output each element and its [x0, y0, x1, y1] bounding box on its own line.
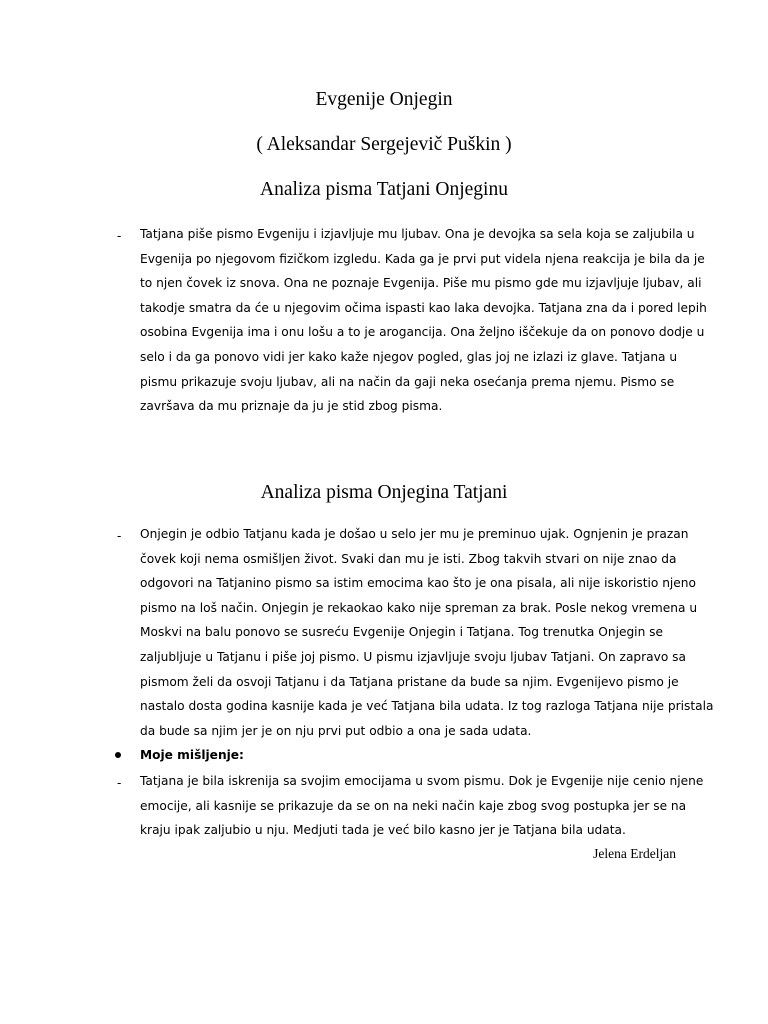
opinion-list-marker: -	[117, 775, 122, 790]
section1-list-marker: -	[117, 228, 122, 243]
section2-list-marker: -	[117, 528, 122, 543]
document-title: Evgenije Onjegin	[315, 89, 453, 110]
section1-line: selo i da ga ponovo vidi jer kako kaže njegov pogled, glas joj ne izlazi iz glave. Tatjana u	[140, 349, 678, 364]
section1-line: osobina Evgenija ima i onu lošu a to je arogancija. Ona željno iščekuje da on ponovo dodje u	[140, 325, 705, 340]
section2-line: odgovori na Tatjanino pismo sa istim emocima kao što je ona pisala, ali nije iskoristio njeno	[140, 576, 696, 591]
section1-heading: Analiza pisma Tatjani Onjeginu	[260, 179, 508, 200]
section2-line: zaljubljuje u Tatjanu i piše joj pismo. U pismu izjavljuje svoju ljubav Tatjani. On zapravo sa	[140, 649, 686, 664]
opinion-paragraph	[140, 769, 704, 843]
section2-line: Moskvi na balu ponovo se susreću Evgenije Onjegin i Tatjana. Tog trenutka Onjegin se	[140, 625, 664, 640]
opinion-line: emocije, ali kasnije se prikazuje da se on na neki način kaje zbog svog postupka jer se na	[140, 798, 687, 813]
section2-paragraph	[140, 522, 714, 743]
section1-line: završava da mu priznaje da ju je stid zbog pisma.	[140, 399, 443, 414]
section1-line: to njen čovek iz snova. Ona ne poznaje Evgenija. Piše mu pismo gde mu izjavljuje ljubav, ali	[140, 276, 702, 291]
section1-line: pismu prikazuje svoju ljubav, ali na način da gaji neka osećanja prema njemu. Pismo se	[140, 374, 675, 389]
section2-heading: Analiza pisma Onjegina Tatjani	[260, 482, 508, 503]
opinion-line: kraju ipak zaljubio u nju. Medjuti tada je već bilo kasno jer je Tatjana bila udata.	[140, 823, 626, 838]
opinion-bullet-icon	[115, 752, 121, 758]
section2-line: pismo na loš način. Onjegin je rekaokao kako nije spreman za brak. Posle nekog vremena u	[140, 600, 698, 615]
opinion-label: Moje mišljenje:	[140, 748, 244, 762]
section2-line: pismom želi da osvoji Tatjanu i da Tatjana pristane da bude sa njim. Evgenijevo pismo je	[140, 674, 679, 689]
section1-line: Tatjana piše pismo Evgeniju i izjavljuje mu ljubav. Ona je devojka sa sela koja se zaljubila u	[140, 227, 695, 241]
opinion-line: Tatjana je bila iskrenija sa svojim emocijama u svom pismu. Dok je Evgenije nije cenio njene	[140, 774, 704, 788]
section2-line: nastalo dosta godina kasnije kada je već Tatjana bila udata. Iz tog razloga Tatjana nije pristala	[140, 699, 714, 714]
author-signature: Jelena Erdeljan	[593, 846, 676, 861]
section2-line: Onjegin je odbio Tatjanu kada je došao u selo jer mu je preminuo ujak. Ognjenin je prazan	[140, 527, 689, 541]
section2-line: da bude sa njim jer je on nju prvi put odbio a ona je sada udata.	[140, 723, 532, 738]
section1-line: Evgenija po njegovom fizičkom izgledu. Kada ga je prvi put videla njena reakcija je bila da je	[140, 251, 705, 266]
section1-line: takodje smatra da će u njegovim očima ispasti kao laka devojka. Tatjana zna da i pored lepih	[140, 300, 707, 315]
document-author: ( Aleksandar Sergejevič Puškin )	[256, 134, 512, 155]
section1-paragraph	[140, 222, 707, 419]
section2-line: čovek koji nema osmišljen život. Svaki dan mu je isti. Zbog takvih stvari on nije znao da	[140, 551, 677, 566]
